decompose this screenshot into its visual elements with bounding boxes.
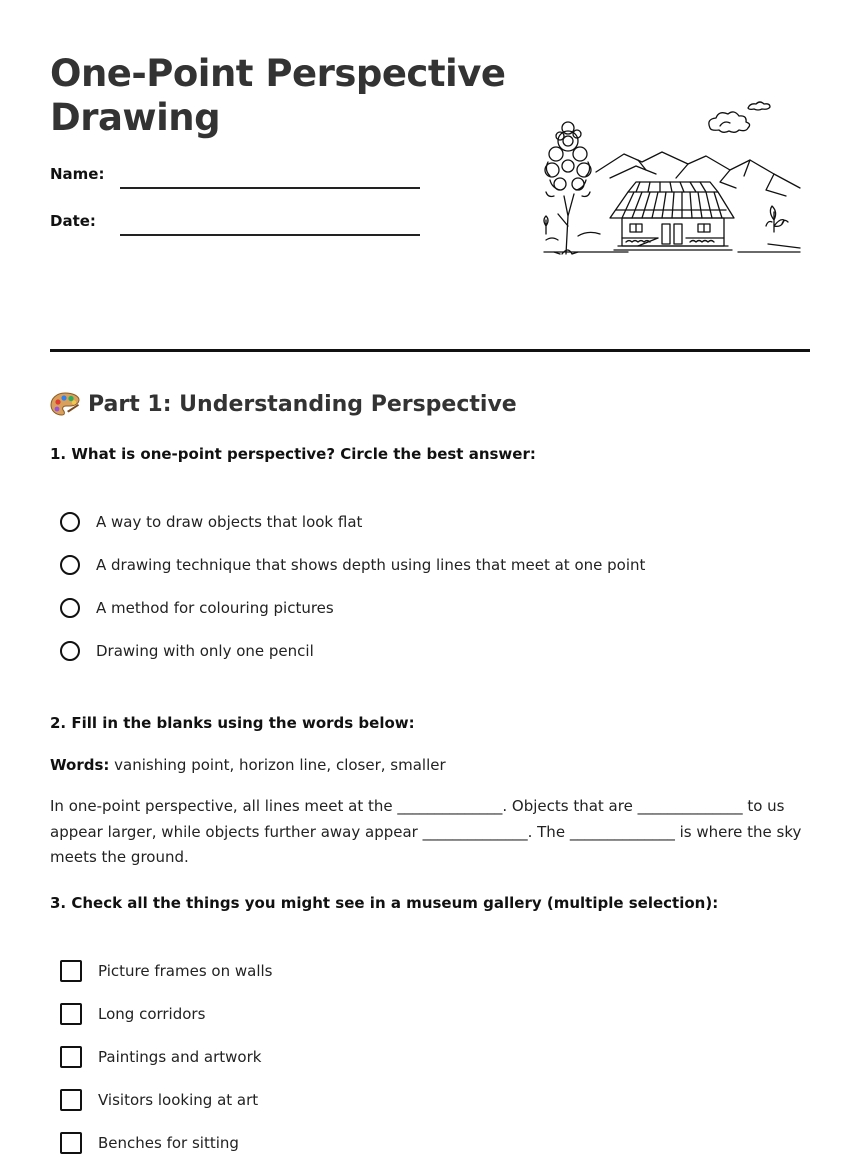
cloud-icon: [709, 112, 750, 132]
name-label: Name:: [50, 165, 105, 183]
option-label: Picture frames on walls: [98, 962, 273, 980]
q1-option-4[interactable]: [60, 638, 314, 664]
date-field-row: [50, 207, 470, 237]
question-2-prompt: 2. Fill in the blanks using the words below:: [50, 714, 415, 732]
option-label: A way to draw objects that look flat: [96, 513, 363, 531]
name-write-line[interactable]: [120, 187, 420, 189]
question-3-prompt: 3. Check all the things you might see in a museum gallery (multiple selection):: [50, 894, 719, 912]
checkbox[interactable]: [60, 1046, 82, 1068]
word-bank: [50, 756, 446, 774]
checkbox[interactable]: [60, 1089, 82, 1111]
q3-option-2[interactable]: [60, 1001, 205, 1027]
section-divider: [50, 349, 810, 352]
checkbox[interactable]: [60, 960, 82, 982]
name-field-row: [50, 160, 470, 190]
question-1-prompt: 1. What is one-point perspective? Circle the best answer:: [50, 445, 536, 463]
word-bank-label: Words:: [50, 756, 110, 774]
q1-option-3[interactable]: [60, 595, 334, 621]
hut-icon: [610, 182, 734, 250]
radio-circle[interactable]: [60, 512, 80, 532]
date-write-line[interactable]: [120, 234, 420, 236]
option-label: Paintings and artwork: [98, 1048, 262, 1066]
q1-option-1[interactable]: [60, 509, 362, 535]
option-label: A method for colouring pictures: [96, 599, 334, 617]
artist-palette-icon: [50, 391, 80, 417]
radio-circle[interactable]: [60, 598, 80, 618]
page-title: One-Point Perspective Drawing: [50, 52, 506, 139]
checkbox[interactable]: [60, 1003, 82, 1025]
option-label: Drawing with only one pencil: [96, 642, 314, 660]
date-label: Date:: [50, 212, 96, 230]
village-landscape-illustration: [538, 96, 808, 262]
q3-option-4[interactable]: [60, 1087, 258, 1113]
q3-option-1[interactable]: [60, 958, 272, 984]
option-label: Benches for sitting: [98, 1134, 239, 1152]
option-label: A drawing technique that shows depth using lines that meet at one point: [96, 556, 646, 574]
part1-heading: [50, 388, 517, 420]
option-label: Visitors looking at art: [98, 1091, 259, 1109]
option-label: Long corridors: [98, 1005, 206, 1023]
radio-circle[interactable]: [60, 555, 80, 575]
checkbox[interactable]: [60, 1132, 82, 1154]
radio-circle[interactable]: [60, 641, 80, 661]
fill-in-blanks-paragraph[interactable]: In one-point perspective, all lines meet at the ______________. Objects that are ______________ to us appear larger, while objects further away appear ______________. The ______________ is where the sky meets the ground.: [50, 797, 802, 866]
q3-option-5[interactable]: [60, 1130, 239, 1156]
q1-option-2[interactable]: [60, 552, 645, 578]
q3-option-3[interactable]: [60, 1044, 261, 1070]
tree-icon: [545, 122, 591, 254]
small-cloud-icon: [748, 102, 770, 110]
part1-title: Part 1: Understanding Perspective: [88, 391, 517, 417]
word-bank-list: vanishing point, horizon line, closer, smaller: [114, 756, 446, 774]
worksheet-page: [50, 0, 810, 1161]
